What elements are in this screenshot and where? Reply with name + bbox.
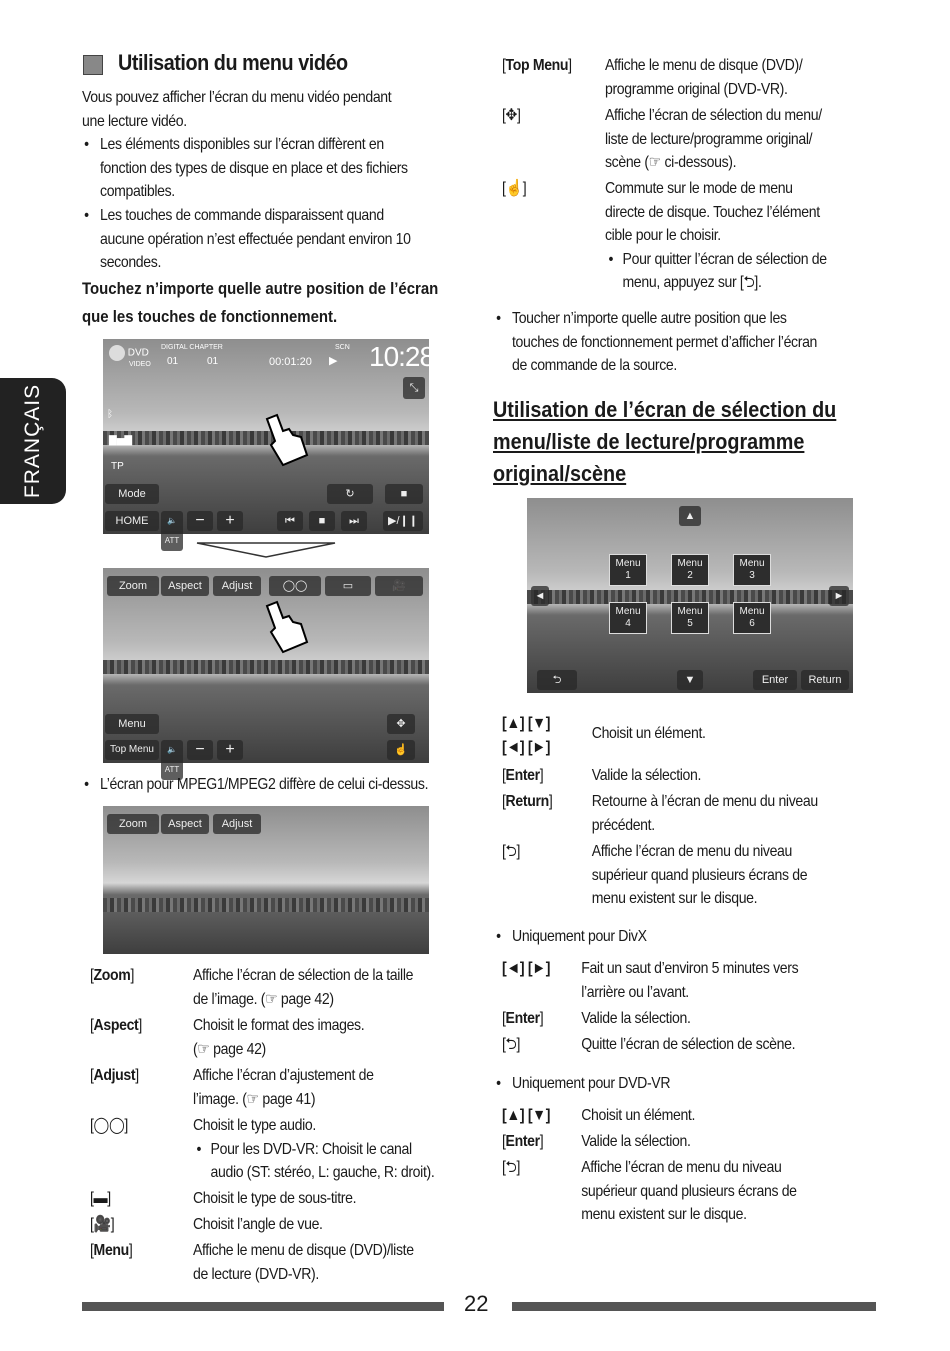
zoom-button[interactable]: Zoom: [107, 576, 159, 596]
adjust-button[interactable]: Adjust: [213, 576, 261, 596]
touch-note: Touchez n’importe quelle autre position de l’écran que les touches de fonctionnement.: [82, 279, 439, 326]
cursor-arrows-icon: ✥: [505, 107, 518, 124]
play-indicator-icon: ▶: [329, 355, 338, 367]
mpeg-menu-screenshot: [103, 806, 429, 954]
intro-line: Vous pouvez afficher l’écran du menu vidéo pendant: [82, 89, 392, 106]
def-arrows: [▲] [▼] [◄] [►] Choisit un élément.: [502, 715, 706, 756]
def-aspect: [Aspect] Choisit le format des images. (☞ page 42): [90, 1017, 365, 1058]
aspect-button[interactable]: Aspect: [161, 576, 209, 596]
def-cursor: [✥] Affiche l’écran de sélection du menu/ liste de lecture/programme original/ scène (☞ ci-dessous).: [502, 107, 822, 171]
title-number: 01: [167, 356, 179, 367]
repeat-button[interactable]: ↻: [327, 484, 373, 504]
top-menu-button[interactable]: Top Menu: [105, 740, 159, 760]
def-top-menu: [Top Menu] Affiche le menu de disque (DVD)/ programme original (DVD-VR).: [502, 57, 803, 98]
audio-button[interactable]: ◯◯: [269, 576, 321, 596]
back-icon: ⮌: [743, 274, 755, 291]
page-number: 22: [464, 1291, 489, 1316]
def-arrows: [▲] [▼] Choisit un élément.: [502, 1107, 696, 1124]
intro-line: une lecture vidéo.: [82, 112, 187, 130]
disc-icon: [109, 345, 125, 361]
back-icon: ⮌: [505, 1036, 517, 1053]
selection-definitions: [502, 712, 872, 913]
def-enter: [Enter] Valide la sélection.: [502, 1010, 691, 1027]
menu-selection-screenshot: [527, 498, 853, 693]
def-hand: [☝] Commute sur le mode de menu directe de disque. Touchez l’élément cible pour le choisir. • Pour quitter l’écran de sélection de menu, appuyez sur [⮌].: [502, 180, 827, 291]
dvdvr-definitions: [502, 1104, 872, 1229]
section-square-icon: [83, 55, 103, 75]
left-intro: [82, 86, 391, 133]
enter-button[interactable]: Enter: [753, 670, 797, 690]
subtitle-icon: ▬: [93, 1190, 108, 1207]
clock: 10:28: [369, 341, 435, 372]
adjust-button[interactable]: Adjust: [213, 814, 261, 834]
down-arrow-button[interactable]: ▼: [677, 670, 703, 690]
left-bullet-2: • Les touches de commande disparaissent quand aucune opération n’est effectuée pendant environ 10 secondes.: [100, 204, 411, 275]
hand-icon: ☝: [505, 180, 523, 197]
def-skip: [◄] [►] Fait un saut d’environ 5 minutes vers l’arrière ou l’avant.: [502, 960, 799, 1001]
back-icon: ⮌: [505, 843, 517, 860]
def-angle: [🎥] Choisit l’angle de vue.: [90, 1216, 323, 1233]
next-button[interactable]: ⏭: [341, 511, 367, 531]
chapter-number: 01: [207, 356, 219, 367]
touch-hand-icon: [253, 598, 313, 658]
stop-button[interactable]: ■: [309, 511, 335, 531]
def-subtitle: [▬] Choisit le type de sous-titre.: [90, 1190, 357, 1207]
mode-button[interactable]: Mode: [105, 484, 159, 504]
menu-item-4[interactable]: Menu 4: [609, 602, 647, 634]
up-arrow-button[interactable]: ▲: [679, 506, 701, 526]
divx-title: • Uniquement pour DivX: [512, 925, 647, 949]
volume-up-button[interactable]: +: [217, 511, 243, 531]
audio-icon: ◯◯: [93, 1117, 125, 1134]
att-button[interactable]: 🔈ATT: [161, 740, 183, 780]
def-return: [Return] Retourne à l’écran de menu du niveau précédent.: [502, 793, 818, 834]
menu-item-5[interactable]: Menu 5: [671, 602, 709, 634]
right-definitions-top: [502, 54, 872, 297]
return-button[interactable]: Return: [801, 670, 849, 690]
prev-button[interactable]: ⏮: [277, 511, 303, 531]
menu-button[interactable]: Menu: [105, 714, 159, 734]
att-button[interactable]: 🔈ATT: [161, 511, 183, 551]
menu-toggle-button[interactable]: ⤡: [403, 377, 425, 399]
dvdvr-title: • Uniquement pour DVD-VR: [512, 1072, 670, 1096]
camera-angle-icon: 🎥: [93, 1216, 111, 1233]
elapsed-time: 00:01:20: [269, 356, 312, 368]
angle-button[interactable]: 🎥: [375, 576, 423, 596]
left-bullet-1: • Les éléments disponibles sur l’écran diffèrent en fonction des types de disque en place et des fichiers compatibles.: [100, 133, 408, 204]
volume-down-button[interactable]: −: [187, 740, 213, 760]
aspect-button[interactable]: Aspect: [161, 814, 209, 834]
back-button[interactable]: ⮌: [537, 670, 577, 690]
mpeg-note: • L’écran pour MPEG1/MPEG2 diffère de celui ci-dessus.: [100, 773, 428, 797]
right-arrow-button[interactable]: ►: [829, 586, 849, 606]
bluetooth-icon: ᛒ: [107, 409, 113, 420]
transition-arrow-icon: [197, 541, 335, 559]
footer-bar-left: [82, 1302, 444, 1311]
menu-item-6[interactable]: Menu 6: [733, 602, 771, 634]
menu-item-3[interactable]: Menu 3: [733, 554, 771, 586]
play-pause-button[interactable]: ▶/❙❙: [383, 511, 423, 531]
def-enter: [Enter] Valide la sélection.: [502, 1133, 691, 1150]
left-heading: Utilisation du menu vidéo: [118, 50, 348, 75]
touch-hand-icon: [253, 411, 313, 471]
direct-touch-button[interactable]: ☝: [387, 740, 415, 760]
def-back: [⮌] Affiche l’écran de menu du niveau supérieur quand plusieurs écrans de menu existent sur le disque.: [502, 843, 808, 907]
def-back: [⮌] Quitte l’écran de sélection de scène.: [502, 1036, 796, 1053]
disc-info: DVD VIDEO: [109, 345, 151, 368]
equalizer-icon: ▇▅▇: [109, 435, 133, 446]
language-side-tab: [0, 378, 66, 504]
source-control-screenshot: DVD VIDEO DIGITAL CHAPTER 01 01 00:01:20 ▶ SCN 10:28 ⤡ ᛒ ▇▅▇ TP Mode HOME 🔈ATT − + ⏮ ■ ⏭ ▶/❙❙ ↻ ■: [103, 339, 429, 534]
def-enter: [Enter] Valide la sélection.: [502, 767, 702, 784]
language-label: FRANÇAIS: [21, 383, 44, 499]
def-back: [⮌] Affiche l’écran de menu du niveau supérieur quand plusieurs écrans de menu existent sur le disque.: [502, 1159, 797, 1223]
menu-item-1[interactable]: Menu 1: [609, 554, 647, 586]
def-audio: [◯◯] Choisit le type audio. • Pour les DVD-VR: Choisit le canal audio (ST: stéréo, L: gauche, R: droit).: [90, 1117, 435, 1181]
left-definitions: [90, 964, 477, 1289]
right-heading: Utilisation de l’écran de sélection du menu/liste de lecture/programme original/scène: [493, 397, 837, 486]
video-menu-screenshot: [103, 568, 429, 774]
touch-bullet: • Toucher n’importe quelle autre position que les touches de fonctionnement permet d’afficher l’écran de commande de la source.: [512, 307, 817, 378]
home-button[interactable]: HOME: [105, 511, 159, 531]
volume-down-button[interactable]: −: [187, 511, 213, 531]
menu-item-2[interactable]: Menu 2: [671, 554, 709, 586]
cursor-button[interactable]: ✥: [387, 714, 415, 734]
def-zoom: [Zoom] Affiche l’écran de sélection de la taille de l’image. (☞ page 42): [90, 967, 414, 1008]
zoom-button[interactable]: Zoom: [107, 814, 159, 834]
def-menu: [Menu] Affiche le menu de disque (DVD)/liste de lecture (DVD-VR).: [90, 1242, 414, 1283]
footer-bar-right: [512, 1302, 876, 1311]
volume-up-button[interactable]: +: [217, 740, 243, 760]
random-button[interactable]: ■: [385, 484, 423, 504]
left-arrow-button[interactable]: ◄: [531, 586, 549, 606]
def-adjust: [Adjust] Affiche l’écran d’ajustement de l’image. (☞ page 41): [90, 1067, 374, 1108]
subtitle-button[interactable]: ▭: [325, 576, 371, 596]
back-icon: ⮌: [505, 1159, 517, 1176]
divx-definitions: [502, 957, 872, 1059]
